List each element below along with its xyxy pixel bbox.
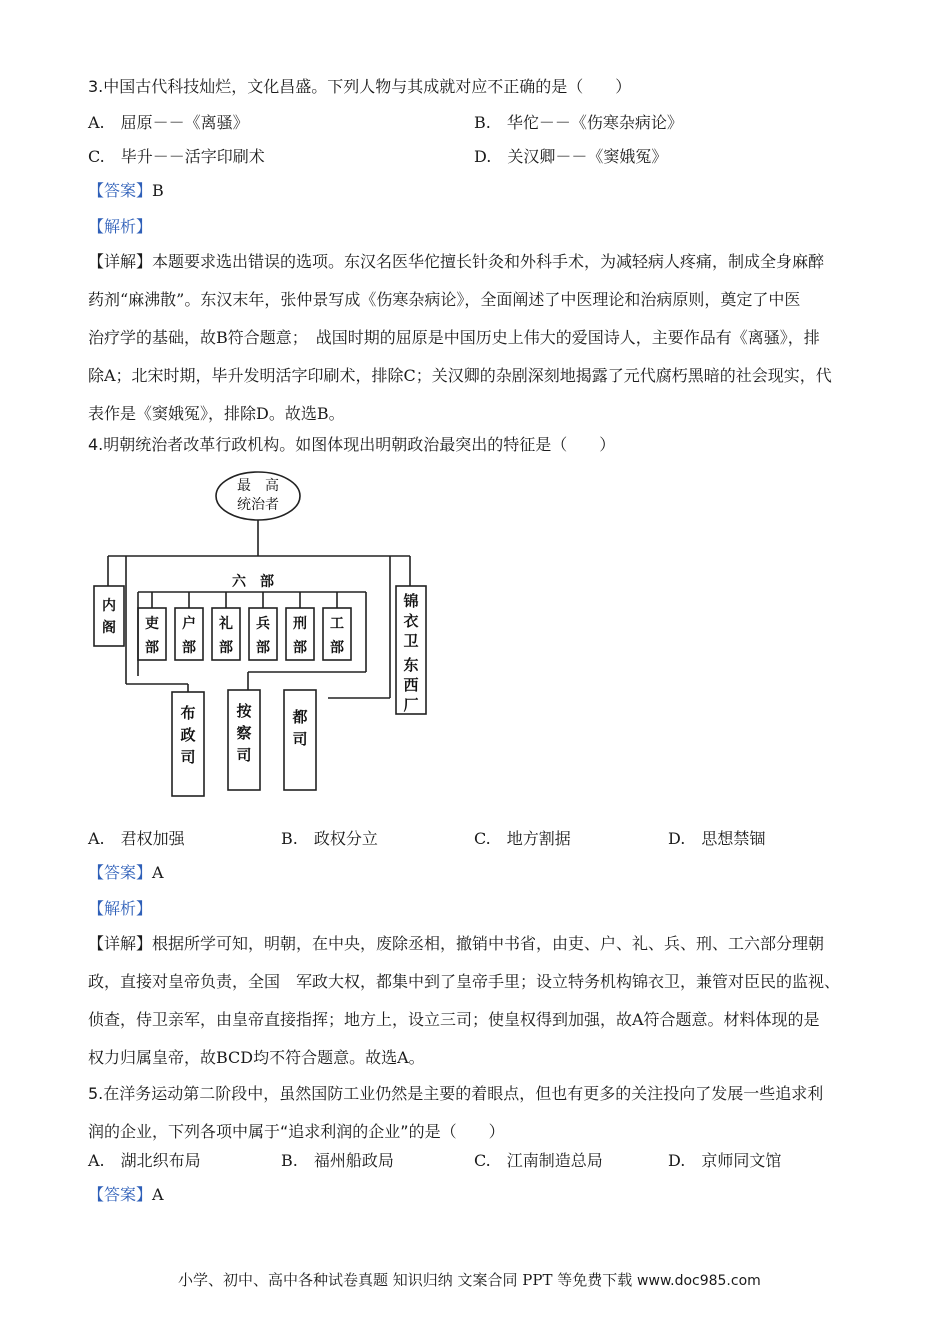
ministry-revenue-2: 部 <box>182 640 196 656</box>
admin-commission-2: 政 <box>180 726 196 744</box>
answer-tag: 【答案】 <box>88 181 153 200</box>
spy-agency-char-2: 衣 <box>403 612 419 630</box>
q4-detail <box>88 925 868 1077</box>
detail-line: 药剂“麻沸散”。东汉末年，张仲景写成《伤寒杂病论》，全面阐述了中医理论和治病原则，奠定了中医 <box>88 290 801 309</box>
q3-detail <box>88 243 868 433</box>
surveillance-commission-2: 察 <box>236 724 252 742</box>
footer-text: 小学、初中、高中各种试卷真题 知识归纳 文案合同 PPT 等免费下载 <box>178 1271 633 1289</box>
ministry-war-1: 兵 <box>256 616 270 632</box>
answer-tag: 【答案】 <box>88 1185 153 1204</box>
q5-option-b: B. 福州船政局 <box>281 1151 394 1170</box>
q4-answer <box>88 862 164 884</box>
q4-analysis-tag: 【解析】 <box>88 899 153 918</box>
q3-option-b: B. 华佗－－《伤寒杂病论》 <box>474 113 683 132</box>
q5-option-a: A. 湖北织布局 <box>88 1151 201 1170</box>
detail-line: 政，直接对皇帝负责，全国 军政大权，都集中到了皇帝手里；设立特务机构锦衣卫，兼管对臣民的监视、 <box>88 972 841 991</box>
q3-stem: 3.中国古代科技灿烂，文化昌盛。下列人物与其成就对应不正确的是（ ） <box>88 77 632 96</box>
ministry-justice-1: 刑 <box>293 616 307 632</box>
ministry-personnel-2: 部 <box>145 640 159 656</box>
surveillance-commission-3: 司 <box>236 746 252 764</box>
q4-option-b: B. 政权分立 <box>281 829 378 848</box>
military-commission-1: 都 <box>292 708 308 726</box>
surveillance-commission-1: 按 <box>236 702 252 720</box>
spy-agency-char-5: 西 <box>403 676 419 694</box>
q3-analysis-tag: 【解析】 <box>88 217 153 236</box>
admin-commission-3: 司 <box>180 748 196 766</box>
stem-line: 润的企业，下列各项中属于“追求利润的企业”的是（ ） <box>88 1122 505 1141</box>
answer-value: A <box>152 1185 164 1204</box>
q3-option-c: C. 毕升－－活字印刷术 <box>88 147 265 166</box>
detail-tag: 【详解】 <box>88 934 153 953</box>
detail-line: 表作是《窦娥冤》，排除D。故选B。 <box>88 404 345 423</box>
q3-answer <box>88 180 164 202</box>
q5-stem <box>88 1075 868 1151</box>
emperor-label-1: 最 高 <box>237 478 279 494</box>
emperor-label-2: 统治者 <box>237 497 279 513</box>
stem-line: 5.在洋务运动第二阶段中，虽然国防工业仍然是主要的着眼点，但也有更多的关注投向了发展一些追求利 <box>88 1084 824 1103</box>
detail-tag: 【详解】 <box>88 252 153 271</box>
q5-answer <box>88 1184 164 1206</box>
spy-agency-char-3: 卫 <box>403 632 419 650</box>
ministry-revenue-1: 户 <box>182 616 196 632</box>
military-commission-2: 司 <box>292 730 308 748</box>
ministry-rites-1: 礼 <box>219 616 233 632</box>
spy-agency-char-6: 厂 <box>403 696 419 714</box>
inner-cabinet-char-1: 内 <box>102 598 116 614</box>
spy-agency-char-4: 东 <box>403 656 419 674</box>
answer-tag: 【答案】 <box>88 863 153 882</box>
q4-option-a: A. 君权加强 <box>88 829 185 848</box>
page-footer <box>178 1270 761 1291</box>
detail-line: 治疗学的基础，故B符合题意； 战国时期的屈原是中国历史上伟大的爱国诗人，主要作品有《离骚》，排 <box>88 328 820 347</box>
ministry-personnel-1: 吏 <box>145 616 159 632</box>
footer-url[interactable]: www.doc985.com <box>637 1273 761 1289</box>
detail-line: 除A；北宋时期，毕升发明活字印刷术，排除C；关汉卿的杂剧深刻地揭露了元代腐朽黑暗的社会现实，代 <box>88 366 832 385</box>
ministry-works-1: 工 <box>330 616 344 632</box>
inner-cabinet-char-2: 阁 <box>102 620 116 636</box>
spy-agency-char-1: 锦 <box>403 592 419 610</box>
detail-line: 根据所学可知，明朝，在中央，废除丞相，撤销中书省，由吏、户、礼、兵、刑、工六部分理朝 <box>152 934 825 953</box>
ministry-justice-2: 部 <box>293 640 307 656</box>
q4-option-d: D. 思想禁锢 <box>668 829 766 848</box>
ministry-war-2: 部 <box>256 640 270 656</box>
ming-government-diagram <box>88 466 438 806</box>
q5-option-d: D. 京师同文馆 <box>668 1151 782 1170</box>
ministry-works-2: 部 <box>330 640 344 656</box>
answer-value: B <box>152 181 164 200</box>
q5-option-c: C. 江南制造总局 <box>474 1151 603 1170</box>
q3-option-a: A. 屈原－－《离骚》 <box>88 113 249 132</box>
q4-option-c: C. 地方割据 <box>474 829 571 848</box>
admin-commission-1: 布 <box>180 704 196 722</box>
answer-value: A <box>152 863 164 882</box>
detail-line: 本题要求选出错误的选项。东汉名医华佗擅长针灸和外科手术，为减轻病人疼痛，制成全身麻醉 <box>152 252 825 271</box>
detail-line: 权力归属皇帝，故BCD均不符合题意。故选A。 <box>88 1048 425 1067</box>
ministry-rites-2: 部 <box>219 640 233 656</box>
six-ministries-label: 六 部 <box>232 574 274 590</box>
q4-stem: 4.明朝统治者改革行政机构。如图体现出明朝政治最突出的特征是（ ） <box>88 435 616 454</box>
detail-line: 侦查，侍卫亲军，由皇帝直接指挥；地方上，设立三司；使皇权得到加强，故A符合题意。材料体现的是 <box>88 1010 820 1029</box>
q3-option-d: D. 关汉卿－－《窦娥冤》 <box>474 147 668 166</box>
